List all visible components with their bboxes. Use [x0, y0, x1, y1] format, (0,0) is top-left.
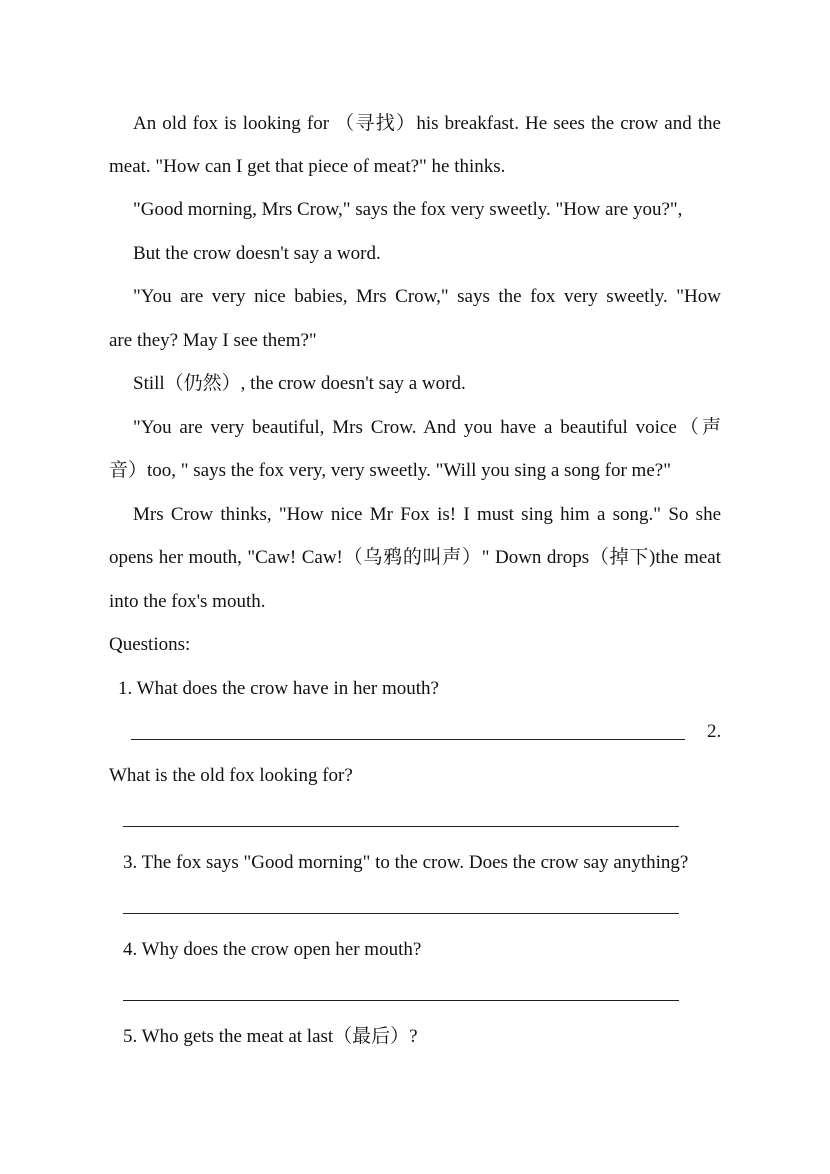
story-line-9: 音）too, " says the fox very, very sweetly. "Will you sing a song for me?": [109, 460, 671, 481]
answer-line-3: [123, 913, 679, 914]
answer-line-1: [131, 739, 685, 740]
story-line-5: "You are very nice babies, Mrs Crow," says the fox very sweetly. "How: [133, 286, 721, 307]
story-line-10: Mrs Crow thinks, "How nice Mr Fox is! I must sing him a song." So she: [133, 504, 721, 525]
question-5: 5. Who gets the meat at last（最后）?: [123, 1026, 418, 1047]
question-4: 4. Why does the crow open her mouth?: [123, 939, 422, 960]
answer-line-4: [123, 1000, 679, 1001]
story-line-2: meat. "How can I get that piece of meat?" he thinks.: [109, 156, 506, 177]
question-2-number: 2.: [707, 721, 722, 742]
story-line-7: Still（仍然）, the crow doesn't say a word.: [133, 373, 466, 394]
story-line-11: opens her mouth, "Caw! Caw!（乌鸦的叫声）" Down drops（掉下)the meat: [109, 547, 721, 568]
story-line-1: An old fox is looking for （寻找）his breakfast. He sees the crow and the: [133, 113, 721, 134]
question-2: What is the old fox looking for?: [109, 765, 353, 786]
story-line-6: are they? May I see them?": [109, 330, 317, 351]
story-line-4: But the crow doesn't say a word.: [133, 243, 381, 264]
question-1: 1. What does the crow have in her mouth?: [118, 678, 439, 699]
story-line-3: "Good morning, Mrs Crow," says the fox very sweetly. "How are you?",: [133, 199, 683, 220]
question-3: 3. The fox says "Good morning" to the crow. Does the crow say anything?: [123, 852, 689, 873]
answer-line-2: [123, 826, 679, 827]
story-line-12: into the fox's mouth.: [109, 591, 266, 612]
story-line-8: "You are very beautiful, Mrs Crow. And you have a beautiful voice（声: [133, 417, 721, 438]
questions-heading: Questions:: [109, 634, 191, 655]
